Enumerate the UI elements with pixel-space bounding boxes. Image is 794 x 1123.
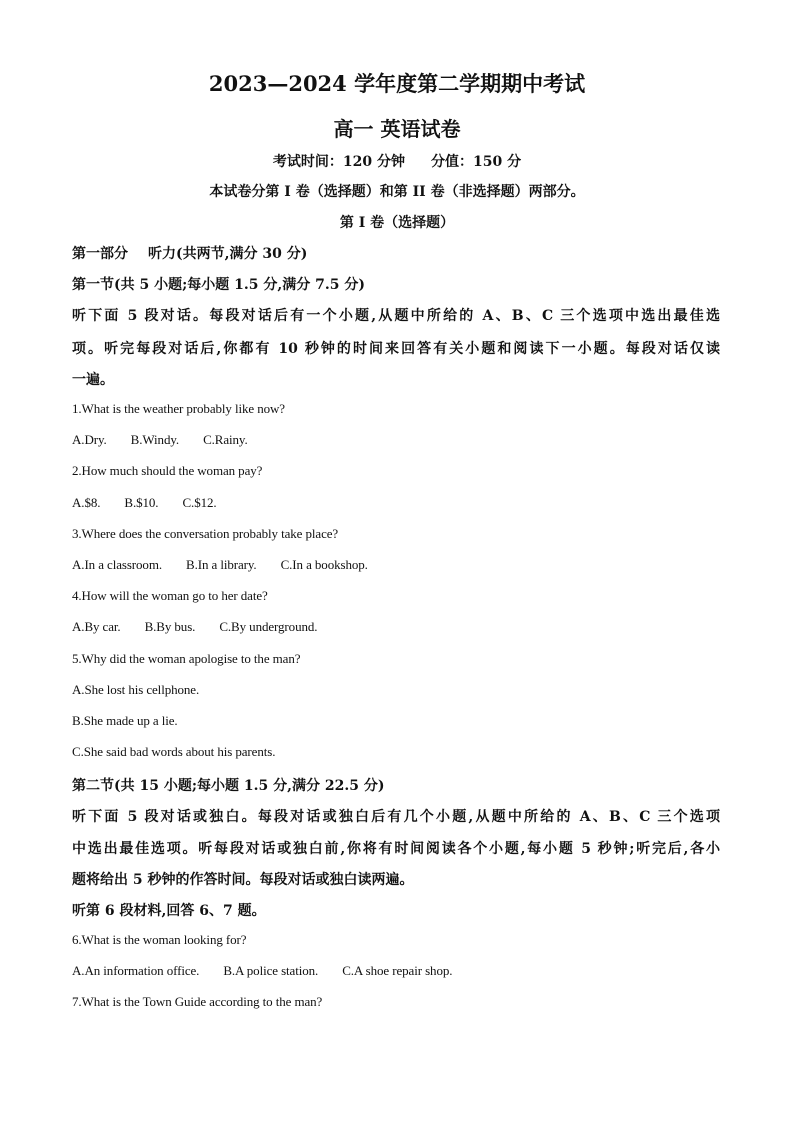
option-b: B.In a library. [186, 557, 257, 572]
option-a: A.An information office. [72, 963, 200, 978]
option-b: B.A police station. [223, 963, 319, 978]
part1-title: 听力(共两节,满分 30 分) [148, 246, 308, 262]
question-options-4 [72, 619, 317, 635]
option-c: C.Rainy. [203, 432, 248, 447]
exam-score: 分值：150 分 [431, 154, 522, 170]
question-stem-1: 1.What is the weather probably like now? [72, 401, 285, 416]
option-c: C.$12. [182, 495, 217, 510]
question-stem-6: 6.What is the woman looking for? [72, 932, 247, 947]
question-stem-5: 5.Why did the woman apologise to the man? [72, 651, 301, 666]
question-options-2 [72, 495, 217, 511]
section1-instruction-line: 听下面 5 段对话。每段对话后有一个小题,从题中所给的 A、B、C 三个选项中选出最佳选 [72, 308, 720, 324]
exam-time: 考试时间：120 分钟 [272, 154, 405, 170]
question-stem-3: 3.Where does the conversation probably take place? [72, 526, 339, 541]
section2-instruction-line: 题将给出 5 秒钟的作答时间。每段对话或独白读两遍。 [72, 872, 414, 888]
option-c: C.A shoe repair shop. [342, 963, 453, 978]
part1-heading [72, 243, 307, 263]
volume-heading: 第 I 卷（选择题） [339, 215, 455, 231]
section2-title: 第二节(共 15 小题;每小题 1.5 分,满分 22.5 分) [72, 778, 385, 794]
exam-note: 本试卷分第 I 卷（选择题）和第 II 卷（非选择题）两部分。 [209, 184, 585, 200]
option-b: B.$10. [124, 495, 159, 510]
option-c: C.In a bookshop. [280, 557, 368, 572]
option-a: A.Dry. [72, 432, 107, 447]
part1-label: 第一部分 [72, 246, 128, 262]
option-c: C.By underground. [219, 619, 318, 634]
question-options-6 [72, 963, 452, 979]
question-options-3 [72, 557, 368, 573]
option-a: A.$8. [72, 495, 101, 510]
material6-intro: 听第 6 段材料,回答 6、7 题。 [72, 903, 266, 919]
option-b: B.She made up a lie. [72, 713, 178, 728]
question-options-1 [72, 432, 248, 448]
option-a: A.By car. [72, 619, 121, 634]
section1-title: 第一节(共 5 小题;每小题 1.5 分,满分 7.5 分) [72, 277, 365, 293]
section2-instruction-line: 中选出最佳选项。听每段对话或独白前,你将有时间阅读各个小题,每小题 5 秒钟;听完后,各小 [72, 841, 720, 857]
option-a: A.She lost his cellphone. [72, 682, 200, 697]
option-b: B.By bus. [144, 619, 196, 634]
section1-instruction-line: 一遍。 [72, 372, 114, 388]
question-stem-2: 2.How much should the woman pay? [72, 463, 263, 478]
section1-instruction-line: 项。听完每段对话后,你都有 10 秒钟的时间来回答有关小题和阅读下一小题。每段对话仅读 [72, 341, 720, 357]
option-c: C.She said bad words about his parents. [72, 744, 276, 759]
option-a: A.In a classroom. [72, 557, 162, 572]
question-stem-7: 7.What is the Town Guide according to the man? [72, 994, 323, 1009]
exam-title: 2023—2024 学年度第二学期期中考试 [208, 71, 586, 96]
exam-meta [0, 151, 794, 171]
option-b: B.Windy. [130, 432, 180, 447]
question-stem-4: 4.How will the woman go to her date? [72, 588, 268, 603]
exam-subtitle: 高一 英语试卷 [333, 117, 461, 141]
section2-instruction-line: 听下面 5 段对话或独白。每段对话或独白后有几个小题,从题中所给的 A、B、C 三个选项 [72, 809, 720, 825]
